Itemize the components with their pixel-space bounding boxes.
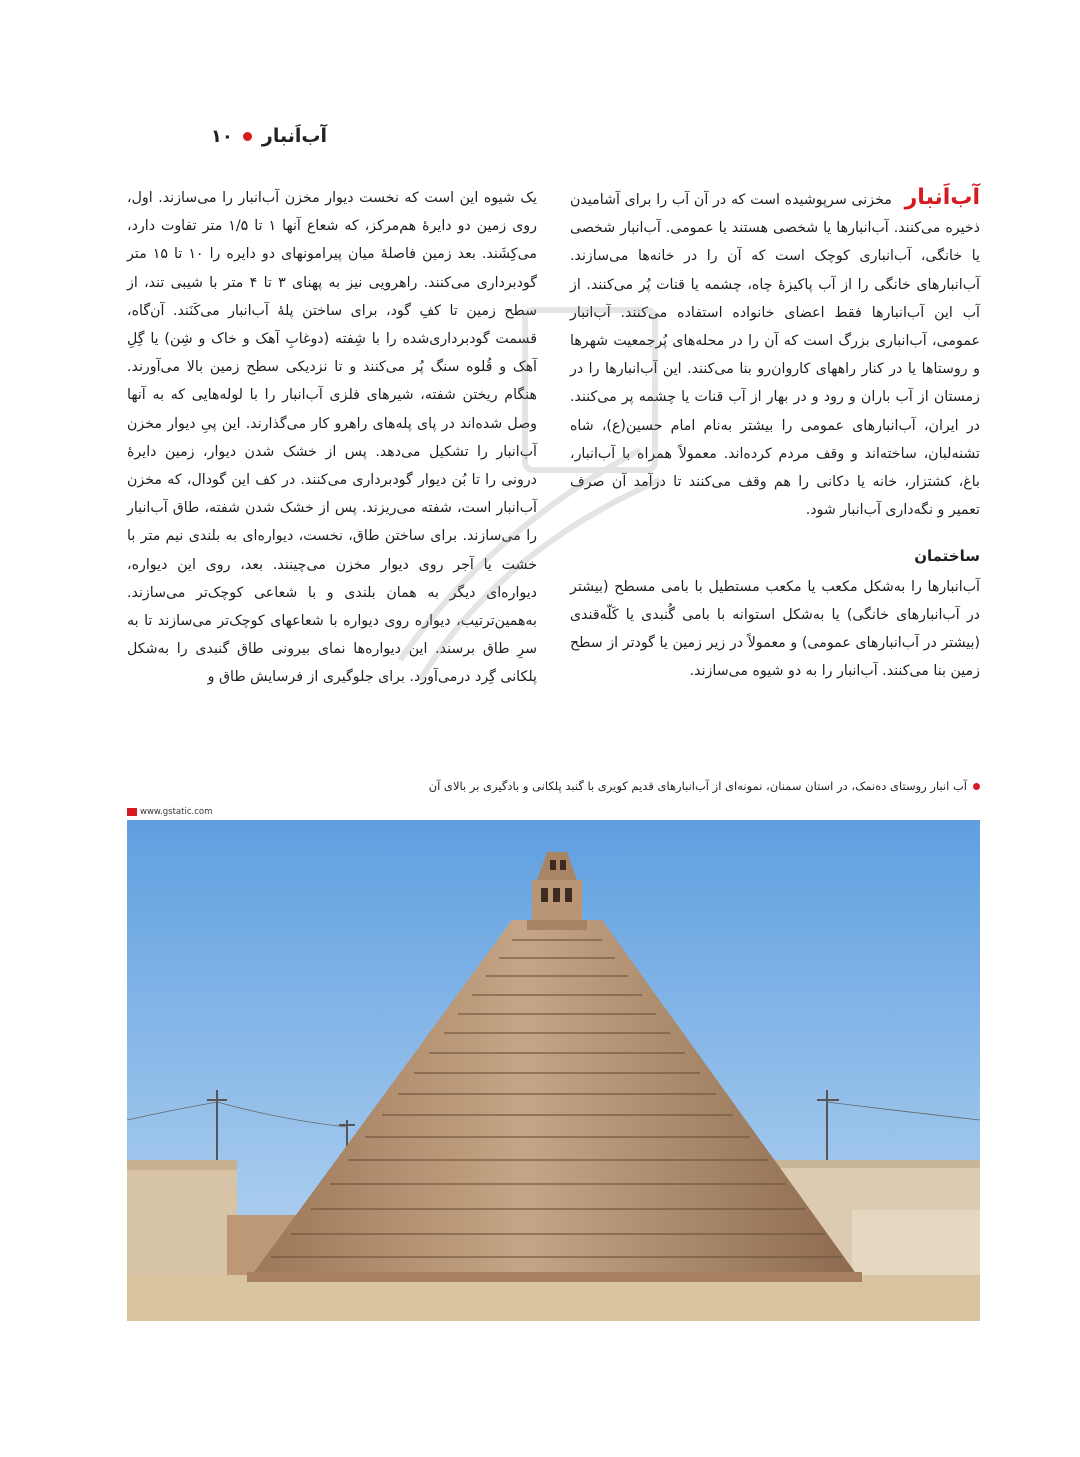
right-text-column — [570, 184, 980, 685]
section-paragraph: آب‌انبارها را به‌شکل مکعب یا مکعب مستطیل با بامی مسطح (بیشتر در آب‌انبارهای خانگی) یا به‌شکل استوانه با بامی گُنبدی یا کَلّه‌قندی (بیشتر در آب‌انبارهای عمومی) و معمولاً در زیر زمین یا گودتر از سطح زمین بنا می‌کنند. آب‌انبار را به دو شیوه می‌سازند. — [570, 578, 980, 680]
figure-caption — [127, 779, 980, 801]
caption-bullet-icon — [973, 783, 980, 790]
page-number: ۱۰ — [210, 125, 233, 147]
header-title: آب‌اَنبار — [261, 125, 327, 147]
camera-icon — [127, 808, 137, 816]
photo-credit — [127, 805, 212, 819]
section-title: ساختمان — [914, 547, 980, 566]
entry-title: آب‌اَنبار — [904, 185, 980, 210]
entry-intro-paragraph — [570, 184, 980, 524]
header-bullet-icon — [243, 132, 252, 141]
ab-anbar-photo — [127, 820, 980, 1321]
ab-anbar-illustration — [127, 820, 980, 1321]
figure-caption-text: آب انبار روستای ده‌نمک، در استان سمنان، نمونه‌ای از آب‌انبارهای قدیم کویری با گنبد پلکانی و بادگیری بر بالای آن — [428, 779, 967, 793]
left-text-column — [127, 184, 537, 692]
left-column-paragraph: یک شیوه این است که نخست دیوار مخزن آب‌انبار را می‌سازند. اول، روی زمین دو دایرهٔ هم‌مرکز، که شعاع آنها ۱ تا ۱/۵ متر تفاوت دارد، می‌کِشَند. بعد زمین فاصلهٔ میان پیرامونهای دو دایره را ۱۰ تا ۱۵ متر گودبرداری می‌کنند. راهرویی نیز به پهنای ۳ تا ۴ متر با شیبی تند، از سطح زمین تا کفِ گود، برای ساختن پلهٔ آب‌انبار می‌کَنَند. آن‌گاه، قسمت گودبرداری‌شده را با شِفته (دوغابِ آهک و خاک و شِن) یا گِلِ آهک و قُلوه سنگ پُر می‌کنند و تا نزدیکی سطح زمین بالا می‌آورند. هنگام ریختن شفته، شیرهای فلزی آب‌انبار را با لوله‌هایی که به آنها وصل شده‌اند در پای پله‌های راهرو کار می‌گذارند. این پیِ دیوار مخزن آب‌انبار را تشکیل می‌دهد. پس از خشک شدن دیوار، زمین دایرهٔ درونی را تا بُن دیوار گودبرداری می‌کنند. در کف این گودال، که مخزن آب‌انبار است، شفته می‌ریزند. پس از خشک شدن شفته، طاق آب‌انبار را می‌سازند. برای ساختن طاق، نخست، دیواره‌ای به بلندی نیم متر با خشت یا آجر روی دیوار مخزن می‌چینند. بعد، روی این دیواره، دیواره‌ای دیگر به همان بلندی و با شعاعی کوچک‌تر می‌سازند. به‌همین‌ترتیب، دیواره روی دیواره با شعاعهای کوچک‌تر می‌سازند تا به سرِ طاق برسند. این دیواره‌ها نمای بیرونی طاق گنبدی را به‌شکل پلکانی گِرد درمی‌آورد. برای جلوگیری از فرسایش طاق و — [127, 190, 538, 686]
photo-credit-text: www.gstatic.com — [140, 807, 213, 817]
running-header — [127, 120, 327, 152]
entry-intro-text: مخزنی سرپوشیده است که در آن آب را برای آشامیدن ذخیره می‌کنند. آب‌انبارها یا شخصی هستند یا عمومی. آب‌انبار شخصی یا خانگی، آب‌انباری کوچک است که آن را در خانه‌ها می‌سازند. آب‌انبارهای خانگی را از آب پاکیزهٔ چاه، چشمه یا قنات پُر می‌کنند. از آب این آب‌انبارها فقط اعضای خانواده استفاده می‌کنند. آب‌انبار عمومی، آب‌انباری بزرگ است که آن را در محله‌های پُرجمعیت شهرها و روستاها یا در کنار راههای کاروان‌رو بنا می‌کنند. این آب‌انبارها را در زمستان از آب باران و رود و در بهار از آب قنات یا چشمه پر می‌کنند. در ایران، آب‌انبارهای عمومی را بیشتر به‌نام امام حسین(ع)، شاه تشنه‌لبان، ساخته‌اند و وقف مردم کرده‌اند. معمولاً همراه با آب‌انبار، باغ، کشتزار، خانه یا دکانی را هم وقف می‌کنند تا درآمد آن صرف تعمیر و نگه‌داری آب‌انبار شود. — [570, 192, 980, 519]
